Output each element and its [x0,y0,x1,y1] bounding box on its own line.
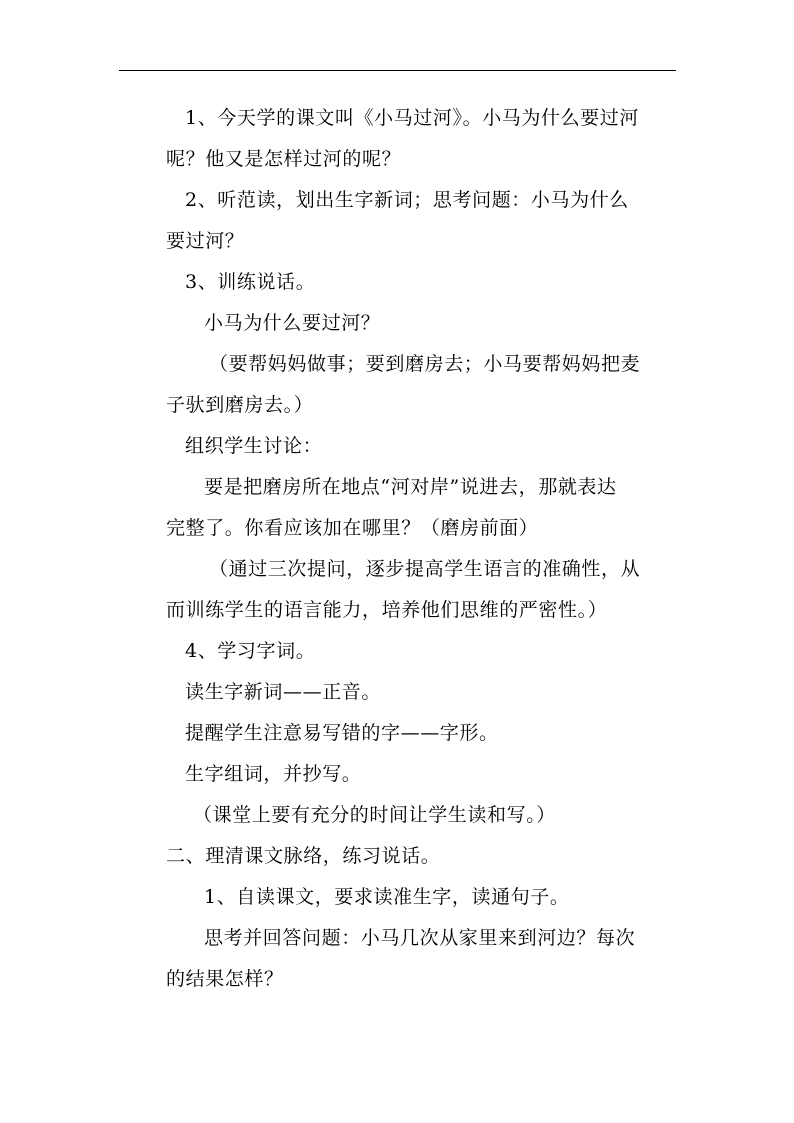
text-line: 要过河？ [166,230,245,252]
text-line: 的结果怎样？ [166,968,284,990]
text-line: 要是把磨房所在地点“河对岸”说进去，那就表达 [204,476,617,498]
section-heading: 二、理清课文脉络，练习说话。 [166,845,441,867]
text-line: 小马为什么要过河？ [204,312,381,334]
text-line: （课堂上要有充分的时间让学生读和写。） [193,804,556,826]
text-line: 提醒学生注意易写错的字——字形。 [185,722,499,744]
document-body [166,98,674,1000]
text-line: 子驮到磨房去。） [166,394,314,416]
text-line: 1、今天学的课文叫《小马过河》。小马为什么要过河 [185,107,639,129]
text-line: 生字组词，并抄写。 [185,763,362,785]
text-line: 完整了。你看应该加在哪里？（磨房前面） [166,517,539,539]
text-line: 读生字新词——正音。 [185,681,382,703]
text-line: （通过三次提问，逐步提高学生语言的准确性，从 [209,558,641,580]
text-line: 1、自读课文，要求读准生字，读通句子。 [204,886,570,908]
header-rule [119,70,676,71]
text-line: 3、训练说话。 [185,271,316,293]
text-line: 而训练学生的语言能力，培养他们思维的严密性。） [166,599,608,621]
text-line: 呢？他又是怎样过河的呢？ [166,148,402,170]
text-line: 4、学习字词。 [185,640,316,662]
text-line: 2、听范读，划出生字新词；思考问题：小马为什么 [185,189,629,211]
text-line: （要帮妈妈做事；要到磨房去；小马要帮妈妈把麦 [209,353,641,375]
text-line: 组织学生讨论： [185,435,323,457]
text-line: 思考并回答问题：小马几次从家里来到河边？每次 [204,927,636,949]
